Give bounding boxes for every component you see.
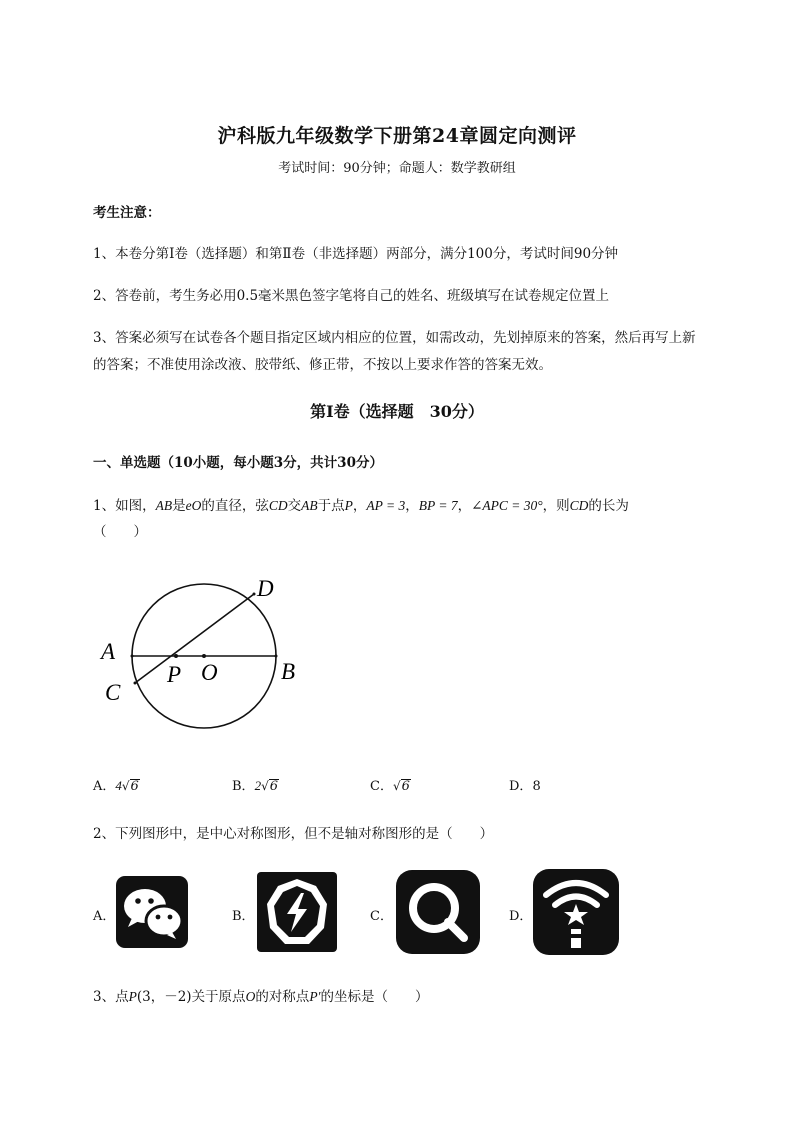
q1-option-b[interactable] — [232, 775, 279, 794]
q1-p: P — [344, 498, 353, 513]
lightning-icon[interactable] — [257, 872, 337, 952]
q1-option-c[interactable] — [370, 775, 411, 794]
label-b: B — [281, 659, 296, 684]
wifi-star-icon[interactable] — [533, 869, 619, 955]
note-item-1: 1、本卷分第I卷（选择题）和第Ⅱ卷（非选择题）两部分，满分100分，考试时间90分钟 — [93, 246, 619, 262]
q1-t9: 的长为 — [588, 498, 629, 514]
point-p — [174, 654, 178, 658]
q1-circle: eO — [185, 498, 202, 513]
q1-answer-paren: （ ） — [93, 524, 147, 540]
section-title: 第I卷（选择题 30分） — [310, 402, 484, 421]
q3-t3: 的坐标是（ ） — [320, 989, 429, 1005]
q3-o: O — [245, 989, 256, 1004]
note-item-3-line-1: 3、答案必须写在试卷各个题目指定区域内相应的位置，如需改动，先划掉原来的答案，然后再写上新 — [93, 330, 696, 346]
point-a — [131, 655, 134, 658]
q3-t1: 关于原点 — [191, 989, 246, 1005]
page-title: 沪科版九年级数学下册第24章圆定向测评 — [217, 125, 577, 147]
q1-option-a-root: 6 — [130, 779, 139, 794]
q1-cd: CD — [268, 498, 288, 513]
point-d — [253, 593, 256, 596]
sqrt-icon: √ — [261, 779, 269, 793]
point-c — [134, 682, 137, 685]
question-2-text: 2、下列图形中，是中心对称图形，但不是轴对称图形的是（ ） — [93, 826, 494, 842]
exam-info: 考试时间：90分钟；命题人：数学教研组 — [278, 161, 516, 176]
q1-cd2: CD — [569, 498, 589, 513]
q1-t8: ，则 — [542, 498, 570, 514]
note-item-3-line-2: 的答案；不准使用涂改液、胶带纸、修正带，不按以上要求作答的答案无效。 — [93, 357, 552, 373]
q2-option-d-label[interactable]: D． — [509, 909, 533, 924]
q3-number: 3、点 — [93, 989, 129, 1005]
q1-t2: 的直径，弦 — [201, 498, 269, 514]
q1-option-a-label: A． — [93, 779, 116, 794]
q1-angle: ∠APC = 30° — [471, 498, 543, 513]
q2-option-b-label[interactable]: B． — [232, 909, 255, 924]
label-d: D — [257, 576, 274, 601]
q1-option-a[interactable] — [93, 775, 140, 794]
q1-ap: AP = 3 — [366, 498, 406, 513]
q1-t4: 于点 — [317, 498, 345, 514]
q3-t2: 的对称点 — [255, 989, 310, 1005]
q1-option-b-label: B． — [232, 779, 255, 794]
sqrt-icon: √ — [121, 779, 130, 793]
q1-number: 1、如图， — [93, 498, 156, 514]
q1-option-d[interactable] — [509, 775, 541, 794]
q1-option-b-root: 6 — [269, 779, 278, 794]
label-p: P — [167, 662, 182, 687]
question-1-text — [93, 494, 629, 514]
search-q-icon[interactable] — [396, 870, 480, 954]
label-c: C — [105, 680, 121, 705]
chord-cd — [135, 594, 254, 683]
question-3-text — [93, 985, 429, 1005]
q1-circle-figure — [95, 570, 315, 740]
point-b — [275, 655, 278, 658]
q1-t3: 交 — [287, 498, 302, 514]
q2-option-a-label[interactable]: A． — [93, 909, 116, 924]
q1-ab: AB — [155, 498, 173, 513]
q1-option-c-root: 6 — [401, 779, 410, 794]
q1-ab2: AB — [301, 498, 318, 513]
q1-t6: ， — [405, 498, 419, 514]
chat-bubbles-icon[interactable] — [116, 876, 188, 948]
part-heading: 一、单选题（10小题，每小题3分，共计30分） — [93, 455, 383, 471]
q1-option-c-label: C． — [370, 779, 393, 794]
label-a: A — [101, 639, 116, 664]
note-item-2: 2、答卷前，考生务必用0.5毫米黑色签字笔将自己的姓名、班级填写在试卷规定位置上 — [93, 288, 610, 304]
q1-option-d-value: 8 — [532, 779, 541, 794]
q1-option-b-coef: 2 — [254, 778, 262, 793]
notes-heading: 考生注意： — [93, 205, 161, 221]
q3-p-prime: P′ — [309, 989, 321, 1004]
label-o: O — [201, 660, 218, 685]
q2-option-c-label[interactable]: C． — [370, 909, 393, 924]
q3-coords: (3，－2) — [136, 989, 192, 1005]
q1-t5: ， — [352, 498, 367, 514]
sqrt-icon: √ — [392, 779, 401, 793]
q1-option-a-coef: 4 — [115, 778, 122, 793]
q1-t1: 是 — [172, 498, 186, 514]
center-o — [202, 654, 206, 658]
q1-t7: ， — [457, 498, 472, 514]
q1-bp: BP = 7 — [418, 498, 458, 513]
q3-p: P — [128, 989, 137, 1004]
q1-option-d-label: D． — [509, 779, 533, 794]
